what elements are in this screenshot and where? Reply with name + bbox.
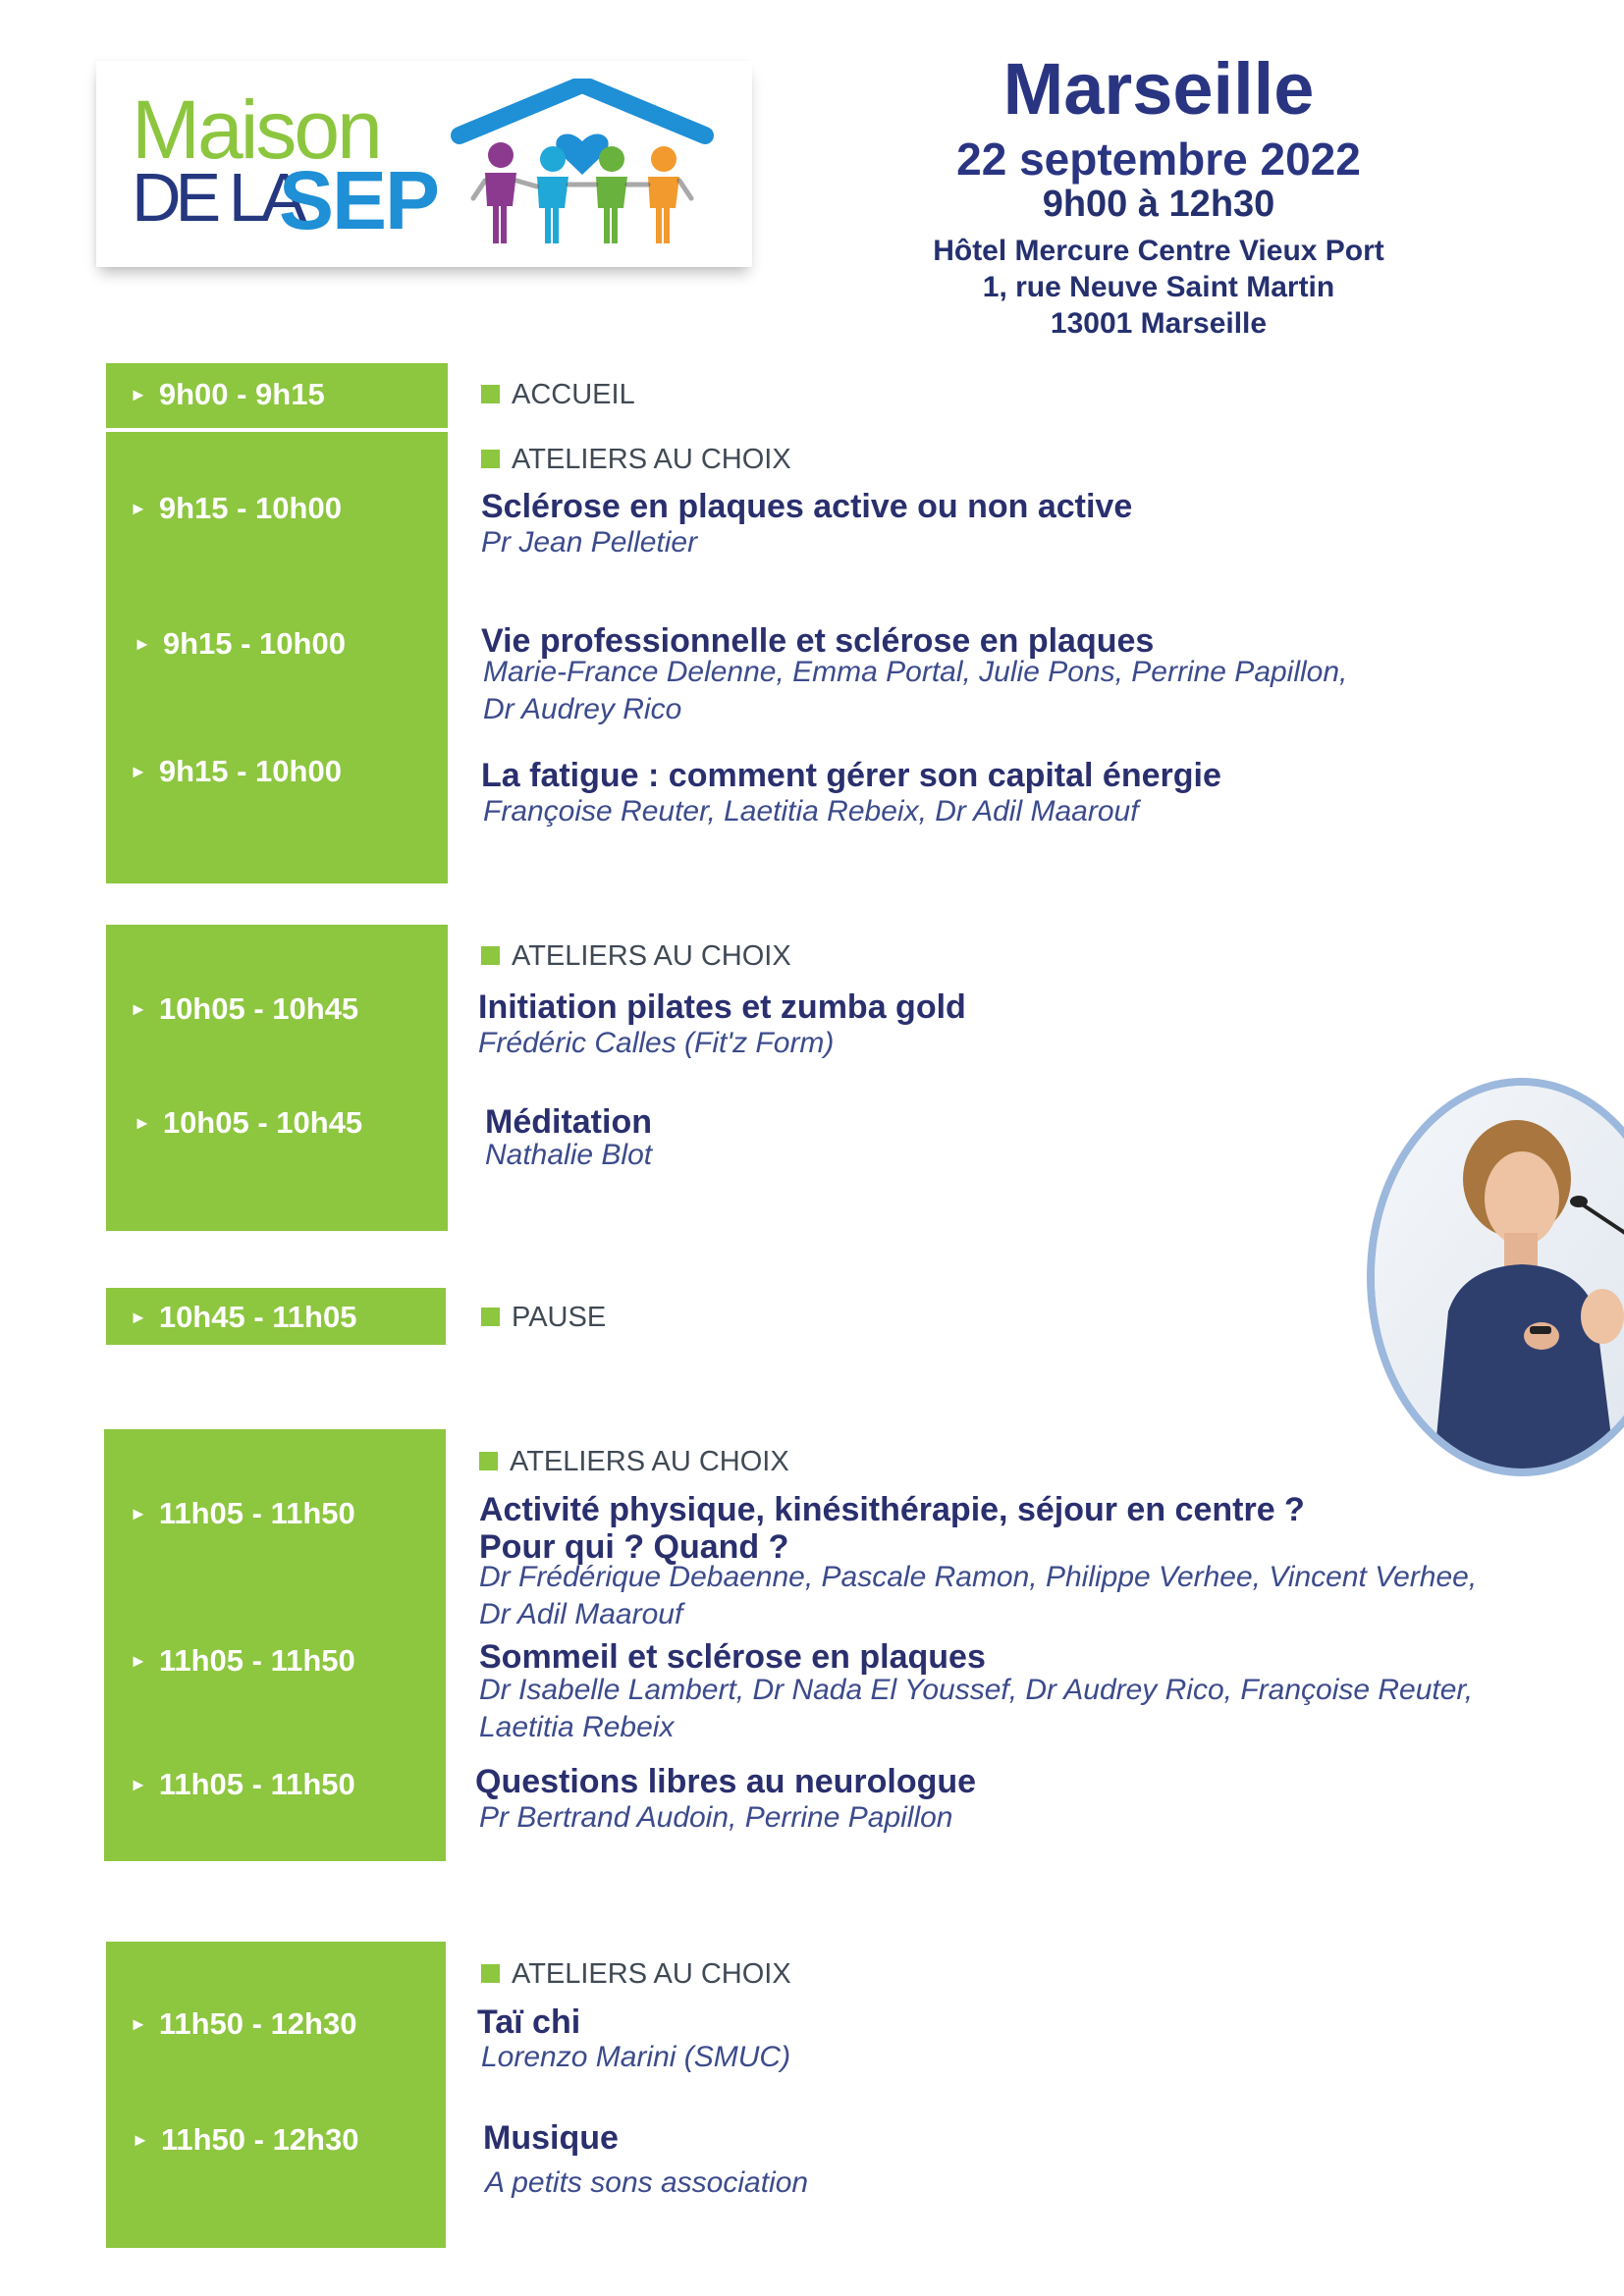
section-heading-ateliers: ATELIERS AU CHOIX	[481, 444, 791, 476]
workshop-title: Pour qui ? Quand ?	[479, 1528, 789, 1566]
arrow-right-icon: ►	[130, 999, 147, 1019]
green-square-icon	[481, 1308, 500, 1326]
workshop-speakers: Frédéric Calles (Fit'z Form)	[478, 1027, 835, 1059]
workshop-speakers: Laetitia Rebeix	[479, 1711, 675, 1743]
maison-de-la-sep-logo	[96, 61, 752, 267]
time-label: ► 11h50 - 12h30	[132, 2122, 359, 2157]
event-date: 22 septembre 2022	[956, 133, 1361, 185]
arrow-right-icon: ►	[130, 1651, 147, 1671]
section-heading-pause: PAUSE	[481, 1302, 606, 1334]
time-label: ► 9h15 - 10h00	[130, 491, 342, 525]
time-box-block-4	[106, 1942, 446, 2248]
workshop-title: Musique	[483, 2119, 619, 2157]
workshop-title: Questions libres au neurologue	[475, 1763, 977, 1800]
workshop-title: La fatigue : comment gérer son capital énergie	[481, 757, 1221, 794]
arrow-right-icon: ►	[130, 2014, 147, 2034]
workshop-title: Initiation pilates et zumba gold	[478, 988, 966, 1026]
workshop-speakers: Marie-France Delenne, Emma Portal, Julie Pons, Perrine Papillon,	[483, 656, 1348, 688]
arrow-right-icon: ►	[130, 1775, 147, 1794]
arrow-right-icon: ►	[130, 1308, 147, 1327]
section-heading-ateliers: ATELIERS AU CHOIX	[481, 940, 791, 973]
address-line-2: 1, rue Neuve Saint Martin	[982, 271, 1335, 303]
workshop-title: Activité physique, kinésithérapie, séjour en centre ?	[479, 1491, 1305, 1528]
arrow-right-icon: ►	[130, 385, 147, 404]
time-label: ► 9h15 - 10h00	[130, 754, 342, 788]
workshop-title: Taï chi	[477, 2003, 581, 2041]
workshop-title: Vie professionnelle et sclérose en plaques	[481, 622, 1155, 660]
workshop-speakers: A petits sons association	[485, 2166, 809, 2199]
workshop-speakers: Dr Adil Maarouf	[479, 1598, 683, 1630]
address-line-3: 13001 Marseille	[1050, 307, 1268, 340]
section-heading-accueil: ACCUEIL	[481, 379, 635, 411]
time-label: ► 10h05 - 10h45	[130, 991, 359, 1026]
logo-word-sep: SEP	[279, 154, 439, 246]
logo-word-de-la: DE LA	[132, 159, 301, 236]
arrow-right-icon: ►	[130, 762, 147, 781]
event-time: 9h00 à 12h30	[1042, 184, 1275, 225]
arrow-right-icon: ►	[130, 1504, 147, 1523]
time-label: ► 10h45 - 11h05	[130, 1300, 357, 1334]
event-address	[864, 233, 1453, 342]
green-square-icon	[481, 946, 500, 965]
arrow-right-icon: ►	[134, 1113, 151, 1133]
workshop-speakers: Lorenzo Marini (SMUC)	[481, 2041, 791, 2073]
workshop-title: Méditation	[485, 1103, 652, 1141]
green-square-icon	[481, 1964, 500, 1983]
section-heading-ateliers: ATELIERS AU CHOIX	[479, 1446, 789, 1478]
time-label: ► 11h05 - 11h50	[130, 1643, 355, 1678]
section-heading-ateliers: ATELIERS AU CHOIX	[481, 1958, 791, 1991]
time-label: ► 11h50 - 12h30	[130, 2006, 357, 2041]
address-line-1: Hôtel Mercure Centre Vieux Port	[933, 235, 1384, 267]
arrow-right-icon: ►	[134, 634, 151, 654]
arrow-right-icon: ►	[132, 2130, 149, 2150]
workshop-speakers: Pr Jean Pelletier	[481, 526, 698, 559]
time-label: ► 11h05 - 11h50	[130, 1767, 355, 1801]
woman-speaker-image	[1375, 1086, 1624, 1468]
workshop-speakers: Pr Bertrand Audoin, Perrine Papillon	[479, 1801, 953, 1834]
workshop-title: Sclérose en plaques active ou non active	[481, 488, 1133, 525]
workshop-speakers: Françoise Reuter, Laetitia Rebeix, Dr Adil Maarouf	[483, 795, 1139, 828]
workshop-speakers: Nathalie Blot	[485, 1139, 653, 1171]
time-label: ► 9h00 - 9h15	[130, 377, 325, 411]
green-square-icon	[481, 385, 500, 403]
house-family-icon	[450, 79, 715, 255]
time-box-block-2	[106, 925, 448, 1231]
workshop-speakers: Dr Isabelle Lambert, Dr Nada El Youssef, Dr Audrey Rico, Françoise Reuter,	[479, 1674, 1474, 1706]
logo-word-maison: Maison	[132, 83, 380, 176]
arrow-right-icon: ►	[130, 499, 147, 518]
green-square-icon	[481, 450, 500, 468]
time-label: ► 9h15 - 10h00	[134, 626, 346, 661]
time-label: ► 10h05 - 10h45	[134, 1105, 363, 1140]
green-square-icon	[479, 1452, 498, 1470]
speaker-photo	[1367, 1078, 1624, 1476]
time-label: ► 11h05 - 11h50	[130, 1496, 355, 1530]
workshop-title: Sommeil et sclérose en plaques	[479, 1638, 986, 1676]
event-city: Marseille	[1002, 48, 1315, 130]
workshop-speakers: Dr Audrey Rico	[483, 693, 682, 725]
workshop-speakers: Dr Frédérique Debaenne, Pascale Ramon, Philippe Verhee, Vincent Verhee,	[479, 1561, 1478, 1593]
